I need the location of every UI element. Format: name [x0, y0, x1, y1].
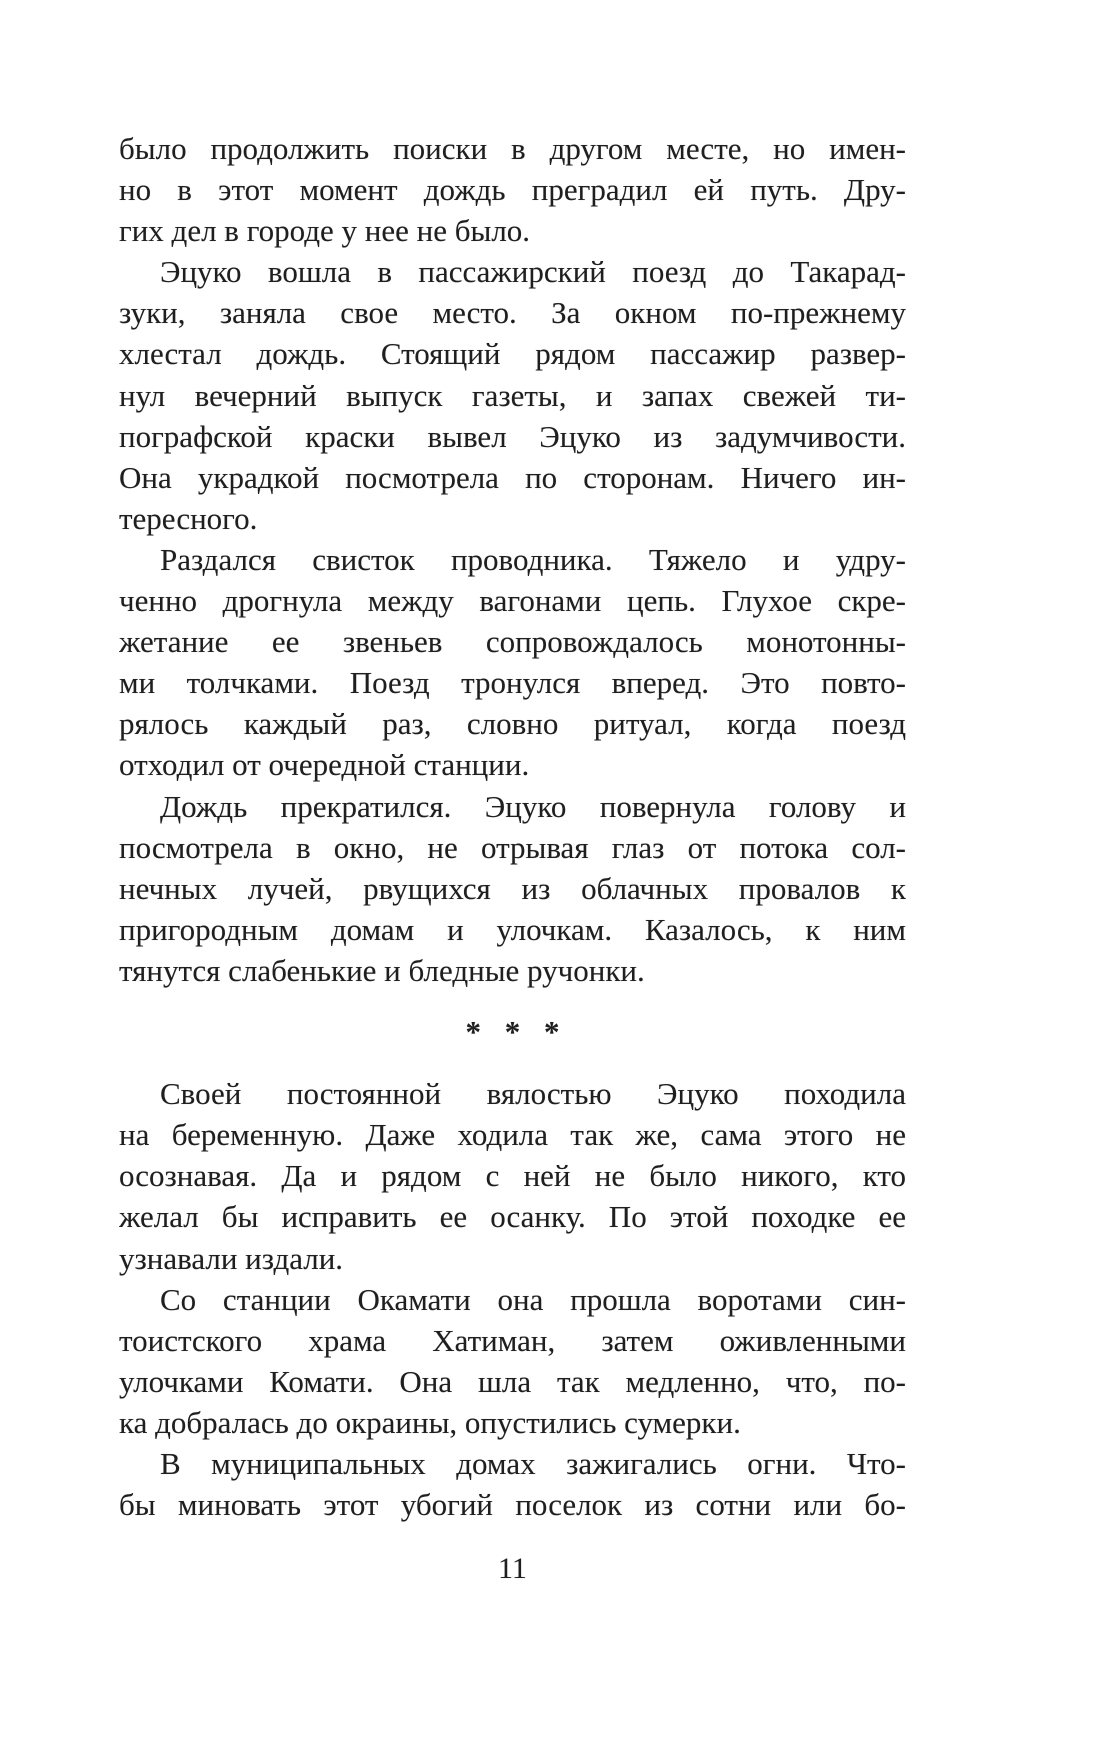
text-line: отходил от очередной станции.: [119, 747, 530, 783]
text-line: ка добралась до окраины, опустились сумерки.: [119, 1404, 741, 1440]
text-line: тересного.: [119, 500, 258, 536]
text-line: Она украдкой посмотрела по сторонам. Ничего ин-: [119, 459, 906, 495]
text-line: тянутся слабенькие и бледные ручонки.: [119, 952, 645, 988]
text-line: тоистского храма Хатиман, затем оживленными: [119, 1322, 906, 1358]
text-line: на беременную. Даже ходила так же, сама этого не: [119, 1117, 906, 1153]
text-line: но в этот момент дождь преградил ей путь. Дру-: [119, 172, 906, 208]
text-line: нечных лучей, рвущихся из облачных провалов к: [119, 870, 906, 906]
text-line: бы миновать этот убогий поселок из сотни или бо-: [119, 1487, 906, 1523]
text-block: [119, 128, 906, 1525]
text-line: узнавали издали.: [119, 1240, 344, 1276]
page-number: 11: [498, 1552, 527, 1585]
text-line: жетание ее звеньев сопровождалось монотонны-: [119, 624, 906, 660]
text-line: Эцуко вошла в пассажирский поезд до Такарад-: [160, 254, 906, 290]
text-line: зуки, заняла свое место. За окном по-прежнему: [119, 295, 906, 331]
text-line: Своей постоянной вялостью Эцуко походила: [160, 1076, 906, 1112]
text-line: Со станции Окамати она прошла воротами син-: [160, 1281, 906, 1317]
text-line: пографской краски вывел Эцуко из задумчивости.: [119, 418, 906, 454]
text-line: улочками Комати. Она шла так медленно, что, по-: [119, 1363, 906, 1399]
text-line: ченно дрогнула между вагонами цепь. Глухое скре-: [119, 583, 906, 619]
text-line: рялось каждый раз, словно ритуал, когда поезд: [119, 706, 906, 742]
text-line: В муниципальных домах зажигались огни. Что-: [160, 1446, 906, 1481]
text-line: пригородным домам и улочкам. Казалось, к ним: [119, 911, 906, 947]
text-line: хлестал дождь. Стоящий рядом пассажир развер-: [119, 336, 906, 372]
text-line: ми толчками. Поезд тронулся вперед. Это повто-: [119, 665, 906, 701]
section-separator: * * *: [465, 1013, 560, 1049]
text-line: Раздался свисток проводника. Тяжело и удру-: [160, 541, 906, 577]
text-line: желал бы исправить ее осанку. По этой походке ее: [119, 1199, 906, 1235]
text-line: осознавая. Да и рядом с ней не было никого, кто: [119, 1158, 906, 1194]
text-line: нул вечерний выпуск газеты, и запах свежей ти-: [119, 377, 906, 413]
text-line: Дождь прекратился. Эцуко повернула голову и: [160, 788, 906, 824]
text-line: посмотрела в окно, не отрывая глаз от потока сол-: [119, 829, 906, 865]
text-line: гих дел в городе у нее не было.: [119, 213, 531, 249]
text-line: было продолжить поиски в другом месте, но имен-: [119, 131, 906, 166]
